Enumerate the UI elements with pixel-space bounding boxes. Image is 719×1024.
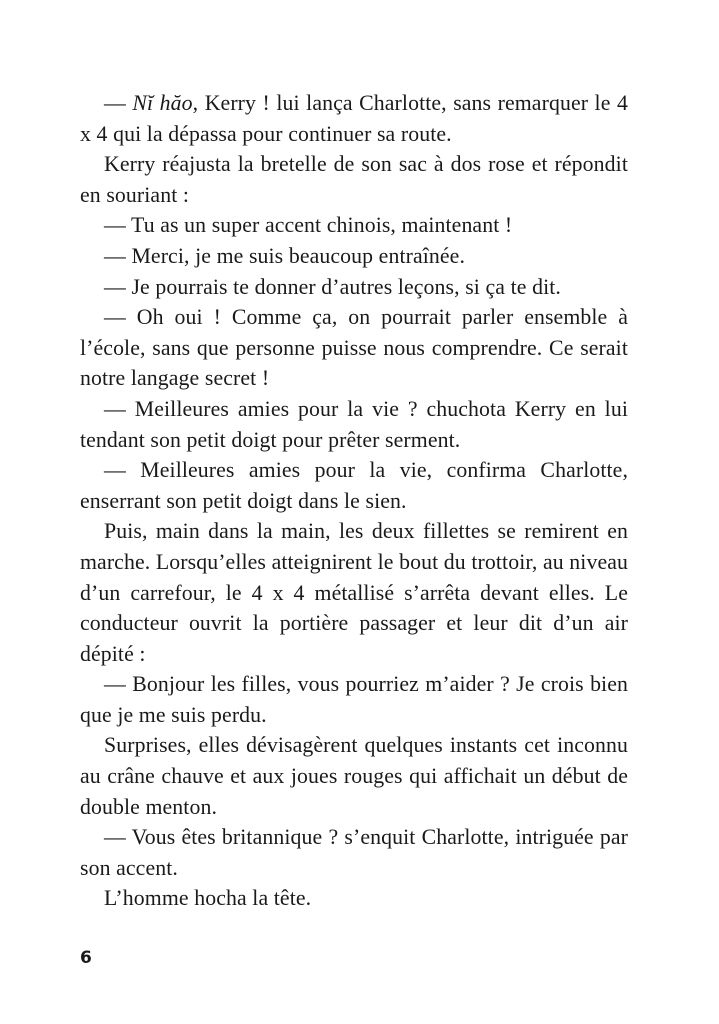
paragraph-11: Surprises, elles dévisagèrent quelques instants cet inconnu au crâne chauve et aux joues rouges qui affichait un début de double menton. xyxy=(80,733,628,819)
paragraph-4: — Merci, je me suis beaucoup entraînée. xyxy=(104,243,465,268)
paragraph-text: , Kerry ! lui lança Charlotte, sans remarquer le 4 x 4 qui la dépassa pour continuer sa route. xyxy=(80,91,628,146)
paragraph-3: — Tu as un super accent chinois, maintenant ! xyxy=(104,213,513,238)
paragraph-12: — Vous êtes britannique ? s’enquit Charlotte, intriguée par son accent. xyxy=(80,825,628,880)
paragraph-8: — Meilleures amies pour la vie, confirma Charlotte, enserrant son petit doigt dans le sien. xyxy=(80,458,628,513)
page-body xyxy=(80,88,628,914)
paragraph-2: Kerry réajusta la bretelle de son sac à dos rose et répondit en souriant : xyxy=(80,152,628,207)
dash-prefix: — xyxy=(104,91,133,115)
italic-greeting: Nĭ hăo xyxy=(132,91,193,115)
paragraph-9: Puis, main dans la main, les deux fillettes se remirent en marche. Lorsqu’elles atteignirent le bout du trottoir, au niveau d’un carrefour, le 4 x 4 métallisé s’arrêta devant elles. Le conducteur ouvrit la portière passager et leur dit d’un air dépité : xyxy=(80,519,628,666)
paragraph-13: L’homme hocha la tête. xyxy=(104,886,312,911)
paragraph-1 xyxy=(80,88,628,149)
paragraph-5: — Je pourrais te donner d’autres leçons, si ça te dit. xyxy=(104,274,561,299)
paragraph-7: — Meilleures amies pour la vie ? chuchota Kerry en lui tendant son petit doigt pour prêter serment. xyxy=(80,396,628,452)
paragraph-6: — Oh oui ! Comme ça, on pourrait parler ensemble à l’école, sans que personne puisse nous comprendre. Ce serait notre langage secret ! xyxy=(80,305,628,391)
paragraph-10: — Bonjour les filles, vous pourriez m’aider ? Je crois bien que je me suis perdu. xyxy=(80,672,628,727)
page-number: 6 xyxy=(80,948,92,968)
